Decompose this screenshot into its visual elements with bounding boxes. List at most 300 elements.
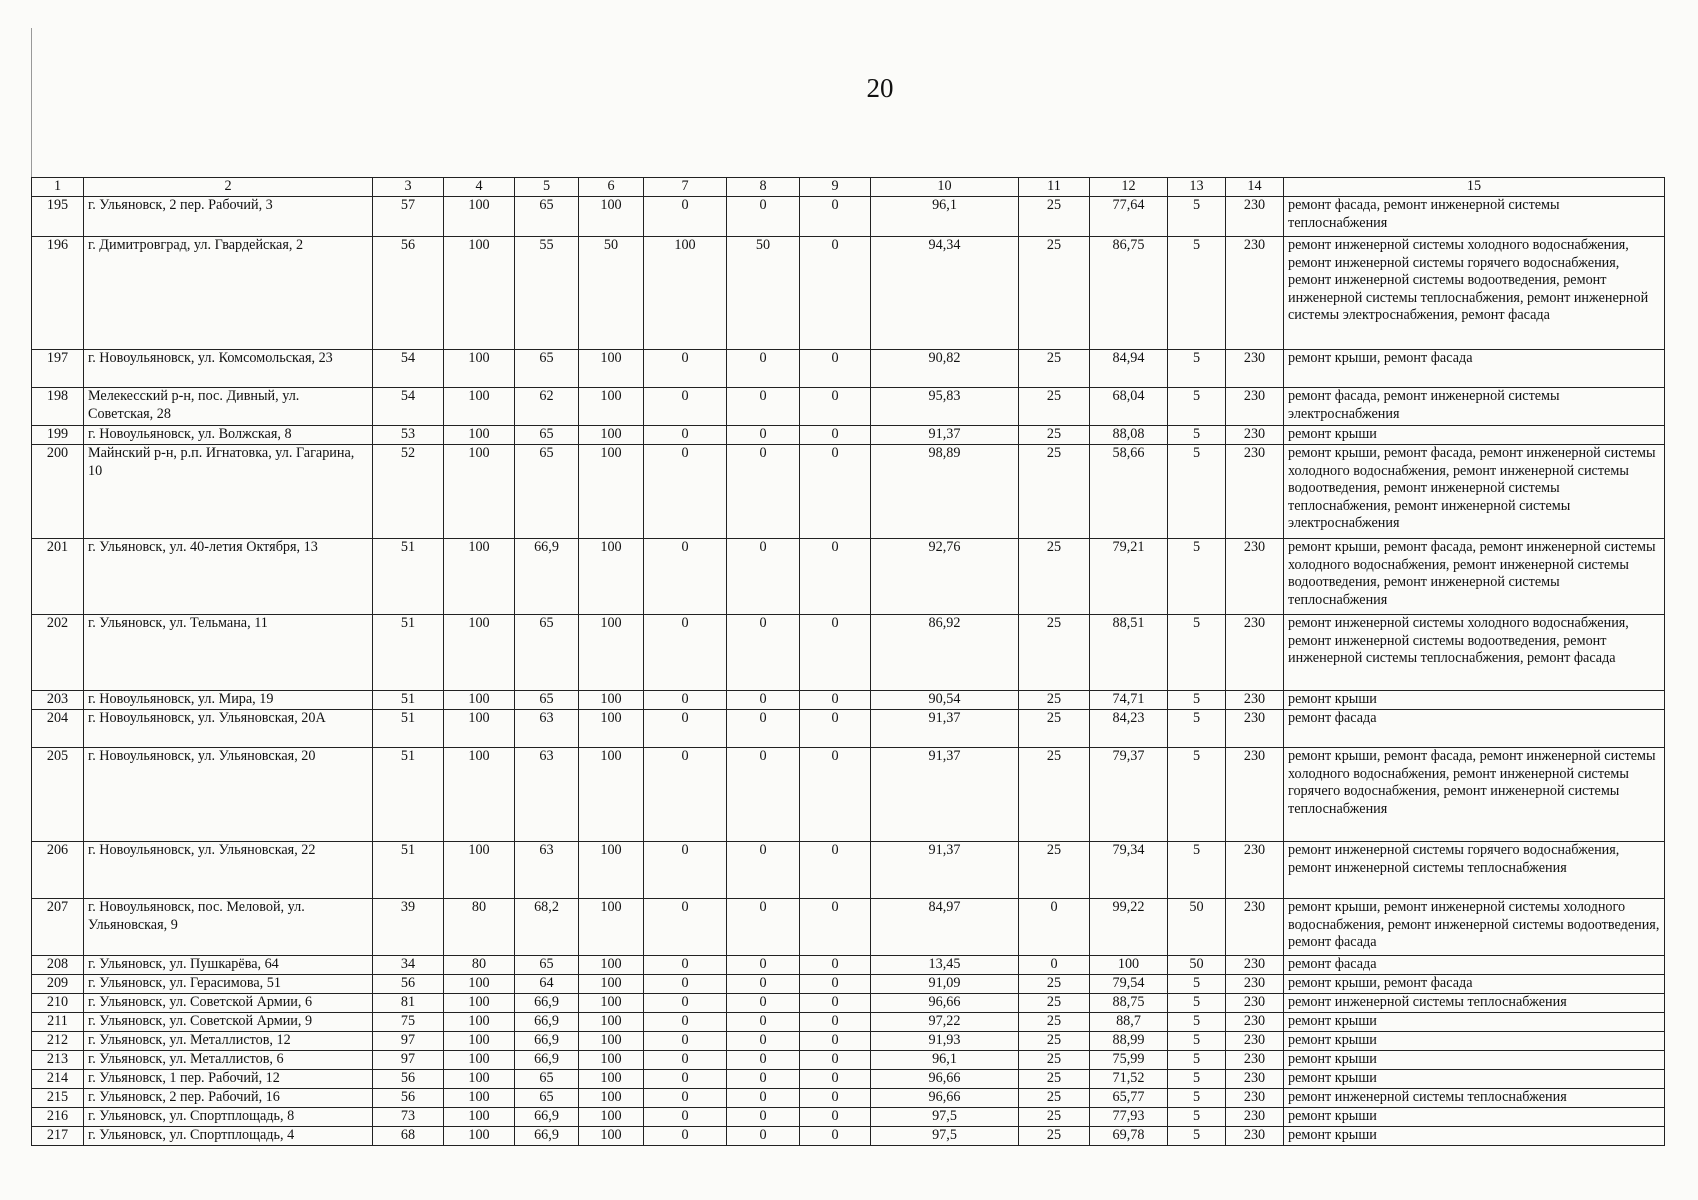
row-number: 196 — [32, 237, 84, 350]
value-col-12: 77,93 — [1090, 1108, 1168, 1127]
table-row — [32, 615, 1665, 691]
table-row — [32, 1070, 1665, 1089]
value-col-9: 0 — [800, 350, 871, 388]
works-cell: ремонт крыши — [1284, 426, 1665, 445]
value-col-5: 65 — [515, 691, 579, 710]
works-cell: ремонт крыши — [1284, 1013, 1665, 1032]
works-cell: ремонт фасада, ремонт инженерной системы электроснабжения — [1284, 388, 1665, 426]
value-col-6: 100 — [579, 388, 644, 426]
value-col-6: 100 — [579, 539, 644, 615]
table-row — [32, 710, 1665, 748]
value-col-12: 84,23 — [1090, 710, 1168, 748]
value-col-12: 79,37 — [1090, 748, 1168, 842]
works-cell: ремонт фасада — [1284, 956, 1665, 975]
column-header-12: 12 — [1090, 178, 1168, 197]
value-col-4: 100 — [444, 445, 515, 539]
column-header-10: 10 — [871, 178, 1019, 197]
value-col-11: 25 — [1019, 350, 1090, 388]
value-col-10: 96,1 — [871, 197, 1019, 237]
row-number: 197 — [32, 350, 84, 388]
value-col-9: 0 — [800, 539, 871, 615]
value-col-13: 5 — [1168, 388, 1226, 426]
value-col-14: 230 — [1226, 1070, 1284, 1089]
value-col-13: 5 — [1168, 426, 1226, 445]
value-col-13: 5 — [1168, 748, 1226, 842]
value-col-6: 100 — [579, 197, 644, 237]
value-col-7: 100 — [644, 237, 727, 350]
value-col-10: 91,37 — [871, 710, 1019, 748]
value-col-8: 0 — [727, 899, 800, 956]
value-col-11: 25 — [1019, 1108, 1090, 1127]
value-col-4: 100 — [444, 1032, 515, 1051]
address-cell: г. Ульяновск, ул. 40-летия Октября, 13 — [84, 539, 373, 615]
address-cell: г. Димитровград, ул. Гвардейская, 2 — [84, 237, 373, 350]
column-header-13: 13 — [1168, 178, 1226, 197]
value-col-5: 65 — [515, 956, 579, 975]
value-col-5: 65 — [515, 615, 579, 691]
value-col-13: 50 — [1168, 899, 1226, 956]
value-col-14: 230 — [1226, 956, 1284, 975]
value-col-13: 5 — [1168, 539, 1226, 615]
address-cell: Майнский р-н, р.п. Игнатовка, ул. Гагарина, 10 — [84, 445, 373, 539]
value-col-8: 0 — [727, 426, 800, 445]
value-col-13: 5 — [1168, 350, 1226, 388]
value-col-5: 66,9 — [515, 1108, 579, 1127]
value-col-4: 100 — [444, 1089, 515, 1108]
value-col-8: 0 — [727, 197, 800, 237]
value-col-9: 0 — [800, 388, 871, 426]
address-cell: Мелекесский р-н, пос. Дивный, ул. Советская, 28 — [84, 388, 373, 426]
value-col-14: 230 — [1226, 1013, 1284, 1032]
value-col-10: 98,89 — [871, 445, 1019, 539]
value-col-12: 79,54 — [1090, 975, 1168, 994]
value-col-13: 5 — [1168, 1127, 1226, 1146]
works-cell: ремонт инженерной системы теплоснабжения — [1284, 994, 1665, 1013]
column-number-row — [32, 178, 1665, 197]
value-col-11: 25 — [1019, 691, 1090, 710]
value-col-5: 66,9 — [515, 994, 579, 1013]
value-col-7: 0 — [644, 975, 727, 994]
value-col-10: 84,97 — [871, 899, 1019, 956]
table-body — [32, 197, 1665, 1146]
value-col-3: 54 — [373, 388, 444, 426]
value-col-6: 100 — [579, 1032, 644, 1051]
value-col-7: 0 — [644, 197, 727, 237]
value-col-11: 25 — [1019, 1013, 1090, 1032]
address-cell: г. Новоульяновск, ул. Мира, 19 — [84, 691, 373, 710]
works-cell: ремонт крыши — [1284, 1032, 1665, 1051]
table-row — [32, 1127, 1665, 1146]
value-col-12: 58,66 — [1090, 445, 1168, 539]
value-col-5: 63 — [515, 748, 579, 842]
value-col-4: 80 — [444, 956, 515, 975]
value-col-8: 0 — [727, 842, 800, 899]
value-col-10: 13,45 — [871, 956, 1019, 975]
works-cell: ремонт крыши, ремонт фасада — [1284, 975, 1665, 994]
value-col-9: 0 — [800, 1070, 871, 1089]
value-col-10: 86,92 — [871, 615, 1019, 691]
value-col-5: 65 — [515, 197, 579, 237]
value-col-3: 97 — [373, 1032, 444, 1051]
value-col-5: 68,2 — [515, 899, 579, 956]
value-col-12: 74,71 — [1090, 691, 1168, 710]
value-col-10: 97,5 — [871, 1108, 1019, 1127]
value-col-13: 5 — [1168, 1089, 1226, 1108]
column-header-9: 9 — [800, 178, 871, 197]
value-col-10: 92,76 — [871, 539, 1019, 615]
address-cell: г. Новоульяновск, пос. Меловой, ул. Ульяновская, 9 — [84, 899, 373, 956]
address-cell: г. Ульяновск, 2 пер. Рабочий, 16 — [84, 1089, 373, 1108]
value-col-7: 0 — [644, 748, 727, 842]
address-cell: г. Ульяновск, ул. Металлистов, 6 — [84, 1051, 373, 1070]
value-col-6: 100 — [579, 710, 644, 748]
works-cell: ремонт фасада — [1284, 710, 1665, 748]
value-col-11: 25 — [1019, 842, 1090, 899]
row-number: 201 — [32, 539, 84, 615]
column-header-15: 15 — [1284, 178, 1665, 197]
value-col-8: 0 — [727, 710, 800, 748]
value-col-13: 50 — [1168, 956, 1226, 975]
row-number: 212 — [32, 1032, 84, 1051]
row-number: 211 — [32, 1013, 84, 1032]
value-col-11: 25 — [1019, 748, 1090, 842]
column-header-5: 5 — [515, 178, 579, 197]
row-number: 207 — [32, 899, 84, 956]
value-col-10: 96,1 — [871, 1051, 1019, 1070]
value-col-7: 0 — [644, 1051, 727, 1070]
works-cell: ремонт инженерной системы холодного водоснабжения, ремонт инженерной системы горячего водоснабжения, ремонт инженерной системы водоотведения, ремонт инженерной системы теплоснабжения, ремонт инженерной системы электроснабжения, ремонт фасада — [1284, 237, 1665, 350]
value-col-3: 39 — [373, 899, 444, 956]
value-col-5: 65 — [515, 1089, 579, 1108]
value-col-5: 65 — [515, 350, 579, 388]
address-cell: г. Ульяновск, ул. Тельмана, 11 — [84, 615, 373, 691]
value-col-12: 68,04 — [1090, 388, 1168, 426]
value-col-11: 25 — [1019, 388, 1090, 426]
address-cell: г. Ульяновск, ул. Советской Армии, 6 — [84, 994, 373, 1013]
address-cell: г. Новоульяновск, ул. Волжская, 8 — [84, 426, 373, 445]
column-header-8: 8 — [727, 178, 800, 197]
table-row — [32, 956, 1665, 975]
value-col-7: 0 — [644, 1013, 727, 1032]
value-col-6: 100 — [579, 1127, 644, 1146]
address-cell: г. Ульяновск, ул. Советской Армии, 9 — [84, 1013, 373, 1032]
value-col-4: 100 — [444, 842, 515, 899]
value-col-8: 0 — [727, 1108, 800, 1127]
value-col-6: 100 — [579, 899, 644, 956]
value-col-5: 62 — [515, 388, 579, 426]
value-col-8: 0 — [727, 388, 800, 426]
value-col-9: 0 — [800, 1127, 871, 1146]
table-row — [32, 539, 1665, 615]
value-col-3: 73 — [373, 1108, 444, 1127]
table-row — [32, 899, 1665, 956]
value-col-13: 5 — [1168, 615, 1226, 691]
value-col-8: 0 — [727, 748, 800, 842]
value-col-7: 0 — [644, 350, 727, 388]
value-col-9: 0 — [800, 1032, 871, 1051]
value-col-13: 5 — [1168, 975, 1226, 994]
page-number: 20 — [866, 73, 894, 103]
value-col-10: 96,66 — [871, 994, 1019, 1013]
value-col-6: 100 — [579, 1070, 644, 1089]
value-col-13: 5 — [1168, 1032, 1226, 1051]
value-col-3: 75 — [373, 1013, 444, 1032]
value-col-7: 0 — [644, 615, 727, 691]
value-col-10: 91,37 — [871, 748, 1019, 842]
value-col-7: 0 — [644, 1032, 727, 1051]
value-col-11: 25 — [1019, 237, 1090, 350]
value-col-4: 100 — [444, 975, 515, 994]
value-col-4: 100 — [444, 350, 515, 388]
works-cell: ремонт инженерной системы холодного водоснабжения, ремонт инженерной системы водоотведения, ремонт инженерной системы теплоснабжения, ремонт фасада — [1284, 615, 1665, 691]
value-col-6: 100 — [579, 445, 644, 539]
value-col-6: 100 — [579, 1013, 644, 1032]
value-col-14: 230 — [1226, 710, 1284, 748]
value-col-12: 100 — [1090, 956, 1168, 975]
address-cell: г. Ульяновск, 2 пер. Рабочий, 3 — [84, 197, 373, 237]
value-col-9: 0 — [800, 748, 871, 842]
row-number: 206 — [32, 842, 84, 899]
value-col-4: 100 — [444, 1127, 515, 1146]
value-col-5: 66,9 — [515, 1032, 579, 1051]
value-col-12: 69,78 — [1090, 1127, 1168, 1146]
address-cell: г. Ульяновск, ул. Герасимова, 51 — [84, 975, 373, 994]
row-number: 215 — [32, 1089, 84, 1108]
value-col-8: 0 — [727, 445, 800, 539]
column-header-14: 14 — [1226, 178, 1284, 197]
value-col-8: 0 — [727, 1032, 800, 1051]
works-cell: ремонт крыши — [1284, 1070, 1665, 1089]
value-col-5: 64 — [515, 975, 579, 994]
value-col-14: 230 — [1226, 899, 1284, 956]
value-col-4: 100 — [444, 1070, 515, 1089]
value-col-8: 50 — [727, 237, 800, 350]
value-col-12: 65,77 — [1090, 1089, 1168, 1108]
value-col-10: 94,34 — [871, 237, 1019, 350]
value-col-11: 25 — [1019, 1051, 1090, 1070]
value-col-12: 75,99 — [1090, 1051, 1168, 1070]
value-col-3: 53 — [373, 426, 444, 445]
value-col-8: 0 — [727, 994, 800, 1013]
value-col-11: 0 — [1019, 956, 1090, 975]
value-col-6: 100 — [579, 1051, 644, 1070]
value-col-3: 81 — [373, 994, 444, 1013]
value-col-11: 25 — [1019, 539, 1090, 615]
value-col-14: 230 — [1226, 1089, 1284, 1108]
value-col-5: 65 — [515, 1070, 579, 1089]
value-col-3: 54 — [373, 350, 444, 388]
table-row — [32, 975, 1665, 994]
value-col-9: 0 — [800, 1051, 871, 1070]
table-row — [32, 1051, 1665, 1070]
value-col-14: 230 — [1226, 994, 1284, 1013]
value-col-4: 100 — [444, 1108, 515, 1127]
value-col-8: 0 — [727, 615, 800, 691]
value-col-3: 56 — [373, 1070, 444, 1089]
value-col-4: 100 — [444, 1051, 515, 1070]
value-col-5: 55 — [515, 237, 579, 350]
table-row — [32, 1108, 1665, 1127]
value-col-12: 79,34 — [1090, 842, 1168, 899]
table-row — [32, 237, 1665, 350]
value-col-10: 91,09 — [871, 975, 1019, 994]
value-col-14: 230 — [1226, 842, 1284, 899]
value-col-10: 97,22 — [871, 1013, 1019, 1032]
row-number: 198 — [32, 388, 84, 426]
table-row — [32, 691, 1665, 710]
value-col-12: 84,94 — [1090, 350, 1168, 388]
value-col-11: 25 — [1019, 615, 1090, 691]
value-col-8: 0 — [727, 691, 800, 710]
table-row — [32, 350, 1665, 388]
value-col-14: 230 — [1226, 197, 1284, 237]
table-row — [32, 1089, 1665, 1108]
column-header-3: 3 — [373, 178, 444, 197]
works-cell: ремонт крыши — [1284, 1108, 1665, 1127]
row-number: 217 — [32, 1127, 84, 1146]
value-col-13: 5 — [1168, 842, 1226, 899]
value-col-14: 230 — [1226, 615, 1284, 691]
value-col-9: 0 — [800, 237, 871, 350]
value-col-11: 25 — [1019, 975, 1090, 994]
column-header-2: 2 — [84, 178, 373, 197]
address-cell: г. Ульяновск, ул. Металлистов, 12 — [84, 1032, 373, 1051]
works-cell: ремонт крыши, ремонт инженерной системы холодного водоснабжения, ремонт инженерной системы водоотведения, ремонт фасада — [1284, 899, 1665, 956]
row-number: 205 — [32, 748, 84, 842]
value-col-14: 230 — [1226, 237, 1284, 350]
works-cell: ремонт инженерной системы горячего водоснабжения, ремонт инженерной системы теплоснабжения — [1284, 842, 1665, 899]
repair-register-table — [31, 177, 1665, 1146]
value-col-9: 0 — [800, 691, 871, 710]
value-col-4: 100 — [444, 691, 515, 710]
value-col-4: 100 — [444, 388, 515, 426]
value-col-3: 57 — [373, 197, 444, 237]
table-row — [32, 1013, 1665, 1032]
value-col-10: 91,37 — [871, 842, 1019, 899]
value-col-9: 0 — [800, 197, 871, 237]
value-col-12: 79,21 — [1090, 539, 1168, 615]
value-col-6: 100 — [579, 1089, 644, 1108]
table-row — [32, 842, 1665, 899]
value-col-9: 0 — [800, 1108, 871, 1127]
value-col-10: 90,54 — [871, 691, 1019, 710]
value-col-7: 0 — [644, 445, 727, 539]
value-col-10: 96,66 — [871, 1089, 1019, 1108]
value-col-3: 68 — [373, 1127, 444, 1146]
column-header-7: 7 — [644, 178, 727, 197]
value-col-14: 230 — [1226, 539, 1284, 615]
value-col-4: 100 — [444, 1013, 515, 1032]
value-col-3: 51 — [373, 748, 444, 842]
works-cell: ремонт крыши — [1284, 1127, 1665, 1146]
value-col-7: 0 — [644, 539, 727, 615]
works-cell: ремонт крыши, ремонт фасада, ремонт инженерной системы холодного водоснабжения, ремонт инженерной системы водоотведения, ремонт инженерной системы теплоснабжения — [1284, 539, 1665, 615]
address-cell: г. Новоульяновск, ул. Комсомольская, 23 — [84, 350, 373, 388]
row-number: 199 — [32, 426, 84, 445]
row-number: 213 — [32, 1051, 84, 1070]
value-col-9: 0 — [800, 1089, 871, 1108]
value-col-13: 5 — [1168, 691, 1226, 710]
value-col-7: 0 — [644, 1089, 727, 1108]
value-col-14: 230 — [1226, 350, 1284, 388]
value-col-7: 0 — [644, 994, 727, 1013]
value-col-14: 230 — [1226, 975, 1284, 994]
row-number: 209 — [32, 975, 84, 994]
value-col-4: 100 — [444, 539, 515, 615]
value-col-3: 34 — [373, 956, 444, 975]
value-col-8: 0 — [727, 350, 800, 388]
table-row — [32, 197, 1665, 237]
value-col-6: 100 — [579, 748, 644, 842]
value-col-8: 0 — [727, 539, 800, 615]
value-col-7: 0 — [644, 691, 727, 710]
value-col-13: 5 — [1168, 1108, 1226, 1127]
table-row — [32, 1032, 1665, 1051]
value-col-6: 100 — [579, 426, 644, 445]
value-col-6: 100 — [579, 691, 644, 710]
value-col-11: 25 — [1019, 1070, 1090, 1089]
value-col-14: 230 — [1226, 388, 1284, 426]
address-cell: г. Новоульяновск, ул. Ульяновская, 22 — [84, 842, 373, 899]
value-col-10: 96,66 — [871, 1070, 1019, 1089]
works-cell: ремонт фасада, ремонт инженерной системы теплоснабжения — [1284, 197, 1665, 237]
value-col-9: 0 — [800, 426, 871, 445]
value-col-3: 51 — [373, 842, 444, 899]
value-col-10: 97,5 — [871, 1127, 1019, 1146]
row-number: 208 — [32, 956, 84, 975]
value-col-3: 51 — [373, 539, 444, 615]
value-col-3: 51 — [373, 615, 444, 691]
value-col-5: 66,9 — [515, 1051, 579, 1070]
value-col-14: 230 — [1226, 691, 1284, 710]
value-col-6: 100 — [579, 956, 644, 975]
value-col-5: 66,9 — [515, 1013, 579, 1032]
value-col-8: 0 — [727, 1051, 800, 1070]
works-cell: ремонт крыши, ремонт фасада, ремонт инженерной системы холодного водоснабжения, ремонт инженерной системы водоотведения, ремонт инженерной системы теплоснабжения, ремонт инженерной системы электроснабжения — [1284, 445, 1665, 539]
column-header-4: 4 — [444, 178, 515, 197]
value-col-9: 0 — [800, 956, 871, 975]
value-col-9: 0 — [800, 899, 871, 956]
address-cell: г. Новоульяновск, ул. Ульяновская, 20 — [84, 748, 373, 842]
value-col-14: 230 — [1226, 1127, 1284, 1146]
value-col-12: 77,64 — [1090, 197, 1168, 237]
value-col-13: 5 — [1168, 1051, 1226, 1070]
value-col-4: 100 — [444, 237, 515, 350]
value-col-12: 86,75 — [1090, 237, 1168, 350]
row-number: 204 — [32, 710, 84, 748]
value-col-9: 0 — [800, 994, 871, 1013]
works-cell: ремонт крыши — [1284, 691, 1665, 710]
table-row — [32, 994, 1665, 1013]
value-col-5: 66,9 — [515, 1127, 579, 1146]
value-col-11: 25 — [1019, 426, 1090, 445]
value-col-14: 230 — [1226, 445, 1284, 539]
value-col-6: 100 — [579, 994, 644, 1013]
value-col-9: 0 — [800, 975, 871, 994]
value-col-7: 0 — [644, 1070, 727, 1089]
value-col-13: 5 — [1168, 237, 1226, 350]
value-col-8: 0 — [727, 1089, 800, 1108]
value-col-14: 230 — [1226, 1051, 1284, 1070]
row-number: 200 — [32, 445, 84, 539]
value-col-8: 0 — [727, 1013, 800, 1032]
row-number: 203 — [32, 691, 84, 710]
value-col-6: 100 — [579, 842, 644, 899]
value-col-12: 88,7 — [1090, 1013, 1168, 1032]
value-col-6: 50 — [579, 237, 644, 350]
value-col-7: 0 — [644, 956, 727, 975]
value-col-10: 95,83 — [871, 388, 1019, 426]
